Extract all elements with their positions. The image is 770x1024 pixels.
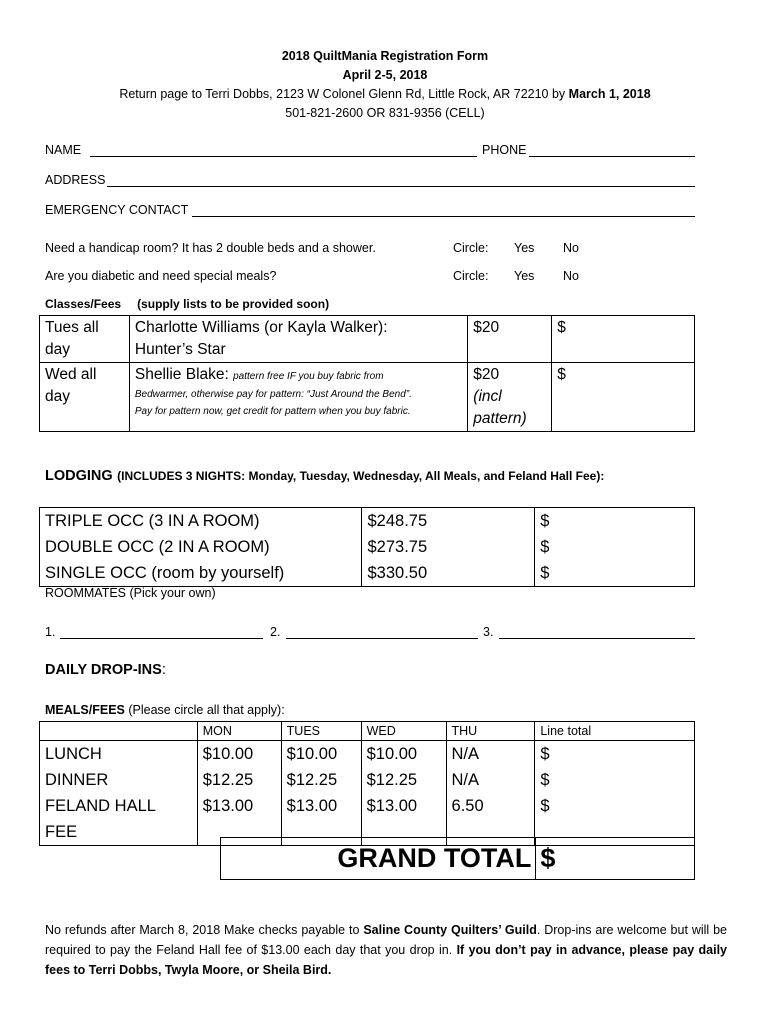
class-title [129, 363, 467, 432]
dropins-title: DAILY DROP-INS [45, 662, 162, 678]
class-note: Pay for pattern now, get credit for pattern when you buy fabric. [134, 406, 411, 417]
classes-heading [45, 297, 329, 311]
meals-fees-label: MEALS/FEES [45, 703, 125, 717]
meal-price-option: N/A [446, 767, 535, 793]
diabetic-yes-option[interactable]: Yes [514, 269, 535, 283]
meals-col-header [40, 722, 198, 741]
lodging-total-cell[interactable]: $ [535, 508, 695, 535]
meal-price-option[interactable]: $10.00 [361, 741, 446, 768]
lodging-option: TRIPLE OCC (3 IN A ROOM) [40, 508, 362, 535]
meals-fees-note: (Please circle all that apply): [124, 703, 285, 717]
meals-row [40, 741, 695, 768]
meal-price-option[interactable]: $12.25 [361, 767, 446, 793]
circle-label: Circle: [453, 241, 489, 255]
meal-label: LUNCH [40, 741, 198, 768]
meals-col-header: TUES [281, 722, 361, 741]
grand-total-box [220, 837, 695, 880]
lodging-option: SINGLE OCC (room by yourself) [40, 560, 362, 587]
class-price: $20 [468, 316, 552, 363]
address-label: ADDRESS [45, 173, 106, 187]
class-price-note: pattern) [473, 410, 527, 427]
contact-phones: 501-821-2600 OR 831-9356 (CELL) [285, 106, 485, 120]
meal-line-total-cell[interactable]: $ [535, 767, 695, 793]
meal-price-option[interactable]: $12.25 [281, 767, 361, 793]
roommate-2-label: 2. [270, 625, 281, 639]
class-price [468, 363, 552, 432]
refund-policy: No refunds after March 8, 2018 Make checks payable to [45, 923, 364, 937]
class-day: Tues all day [40, 316, 130, 363]
class-price-value: $20 [473, 366, 500, 383]
diabetic-question: Are you diabetic and need special meals? [45, 269, 277, 283]
meal-line-total-cell[interactable]: $ [535, 741, 695, 768]
lodging-row [40, 508, 695, 535]
class-row [40, 316, 695, 363]
handicap-yes-option[interactable]: Yes [514, 241, 535, 255]
class-row [40, 363, 695, 432]
emergency-contact-field[interactable] [192, 216, 695, 217]
class-name: Hunter’s Star [134, 341, 226, 358]
handicap-no-option[interactable]: No [563, 241, 579, 255]
grand-total-label: GRAND TOTAL [221, 838, 536, 880]
class-note: Bedwarmer, otherwise pay for pattern: “Just Around the Bend”. [134, 389, 412, 400]
classes-table [39, 315, 695, 432]
meals-col-header: WED [361, 722, 446, 741]
lodging-price: $273.75 [362, 534, 535, 560]
grand-total-field[interactable]: $ [536, 838, 695, 880]
meal-label: DINNER [40, 767, 198, 793]
meals-col-header: Line total [535, 722, 695, 741]
meals-col-header: THU [446, 722, 535, 741]
class-day: Wed all day [40, 363, 130, 432]
dropin-policy: . Drop-ins are welcome but will be required to pay the Feland Hall fee of $13.00 each day that you drop in. [45, 923, 727, 957]
meals-fees-heading [45, 703, 285, 717]
meals-row [40, 767, 695, 793]
lodging-title: LODGING [45, 468, 113, 484]
roommate-2-field[interactable] [286, 638, 478, 639]
meal-price-option: N/A [446, 741, 535, 768]
lodging-option: DOUBLE OCC (2 IN A ROOM) [40, 534, 362, 560]
meal-price-option[interactable]: $13.00 [281, 793, 361, 846]
lodging-note: (INCLUDES 3 NIGHTS: Monday, Tuesday, Wednesday, All Meals, and Feland Hall Fee): [117, 469, 605, 483]
meal-price-option[interactable]: $10.00 [197, 741, 281, 768]
class-total-cell[interactable]: $ [552, 363, 695, 432]
return-instructions [0, 85, 770, 104]
footer-notice [45, 920, 727, 980]
meal-line-total-cell[interactable]: $ [535, 793, 695, 846]
classes-heading-label: Classes/Fees [45, 297, 122, 311]
supply-list-note: (supply lists to be provided soon) [137, 297, 330, 311]
meal-label: FELAND HALL FEE [40, 793, 198, 846]
class-note: pattern free IF you buy fabric from [233, 371, 384, 382]
meal-price-option[interactable]: $13.00 [361, 793, 446, 846]
name-field[interactable] [90, 156, 477, 157]
meals-header-row [40, 722, 695, 741]
lodging-price: $330.50 [362, 560, 535, 587]
roommate-3-label: 3. [483, 625, 494, 639]
lodging-table [39, 507, 695, 587]
lodging-heading [45, 467, 604, 485]
roommates-label: ROOMMATES (Pick your own) [45, 586, 216, 600]
meal-price-option[interactable]: $10.00 [281, 741, 361, 768]
dropins-colon: : [161, 662, 166, 678]
dropins-heading [45, 662, 166, 678]
meal-price-option[interactable]: $13.00 [197, 793, 281, 846]
payment-contacts: If you don’t pay in advance, please pay daily fees to Terri Dobbs, Twyla Moore, or Sheila Bird. [45, 943, 727, 977]
class-teacher: Shellie Blake: [134, 366, 234, 383]
meals-table [39, 721, 695, 846]
circle-label: Circle: [453, 269, 489, 283]
lodging-price: $248.75 [362, 508, 535, 535]
handicap-question: Need a handicap room? It has 2 double beds and a shower. [45, 241, 376, 255]
name-label: NAME [45, 143, 82, 157]
lodging-total-cell[interactable]: $ [535, 560, 695, 587]
roommate-3-field[interactable] [499, 638, 695, 639]
meals-col-header: MON [197, 722, 281, 741]
class-teacher: Charlotte Williams (or Kayla Walker): [134, 319, 388, 336]
class-total-cell[interactable]: $ [552, 316, 695, 363]
deadline: March 1, 2018 [568, 87, 651, 101]
meal-price-option[interactable]: 6.50 [446, 793, 535, 846]
roommate-1-field[interactable] [60, 638, 263, 639]
event-dates: April 2-5, 2018 [342, 68, 428, 82]
lodging-row [40, 560, 695, 587]
lodging-row [40, 534, 695, 560]
lodging-total-cell[interactable]: $ [535, 534, 695, 560]
phone-label: PHONE [482, 143, 527, 157]
meal-price-option[interactable]: $12.25 [197, 767, 281, 793]
address-field[interactable] [107, 186, 695, 187]
phone-field[interactable] [529, 156, 695, 157]
form-title: 2018 QuiltMania Registration Form [281, 49, 489, 63]
payee-name: Saline County Quilters’ Guild [363, 923, 537, 937]
roommate-1-label: 1. [45, 625, 56, 639]
class-title [129, 316, 467, 363]
class-price-note: (incl [473, 388, 502, 405]
emergency-contact-label: EMERGENCY CONTACT [45, 203, 189, 217]
diabetic-no-option[interactable]: No [563, 269, 579, 283]
return-text: Return page to Terri Dobbs, 2123 W Colonel Glenn Rd, Little Rock, AR 72210 by [119, 87, 569, 101]
